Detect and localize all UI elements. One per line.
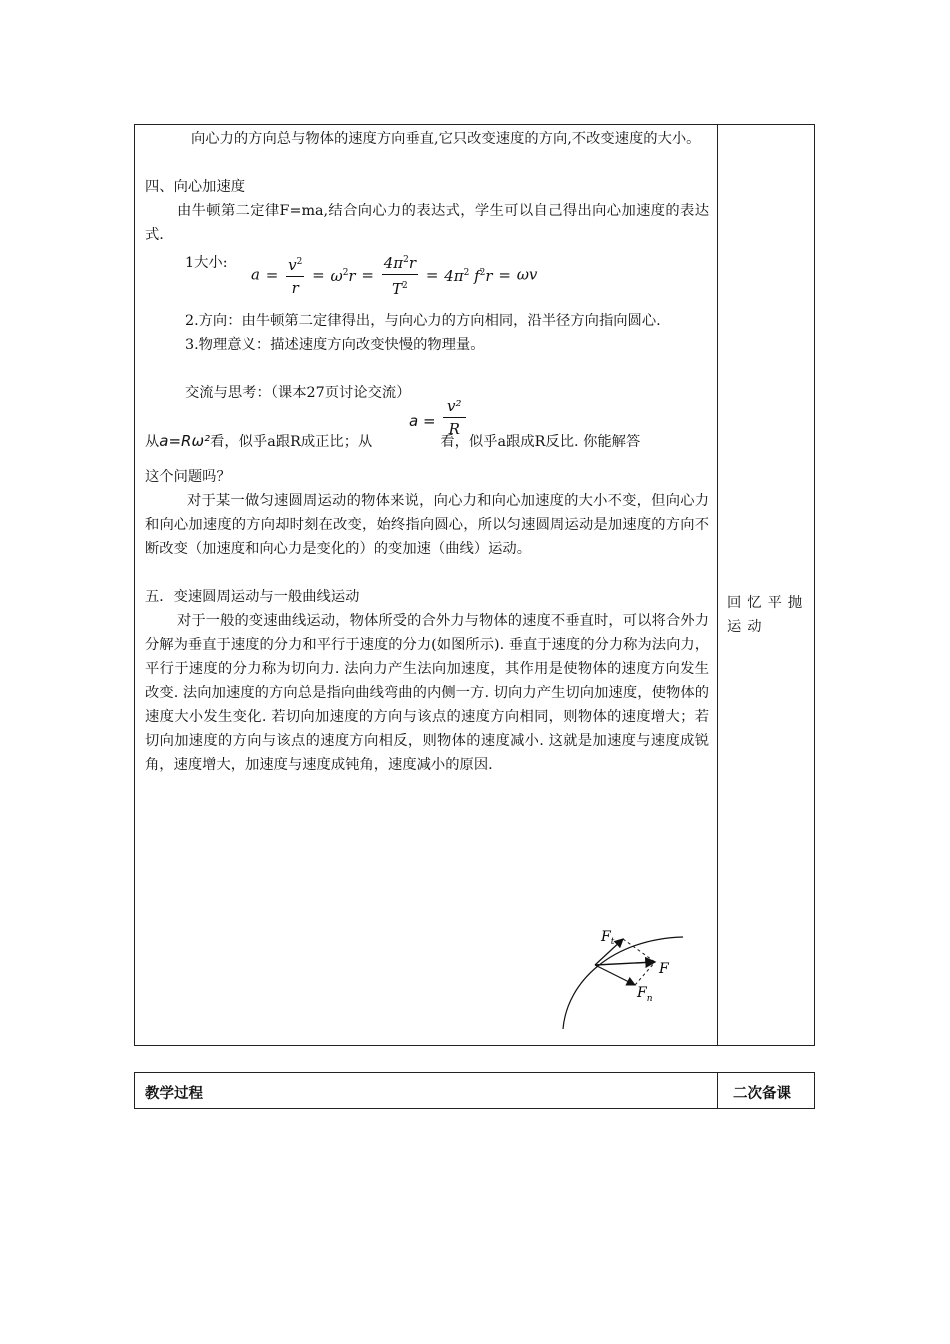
curve-path: [563, 937, 683, 1029]
item-3-meaning: 3.物理意义：描述速度方向改变快慢的物理量。: [185, 337, 485, 353]
exchange-title: 交流与思考：（课本27页讨论交流）: [185, 385, 411, 401]
resultant-force-arrow: [595, 962, 655, 965]
comparison-line: 从a=Rω²看，似乎a跟R成正比；从 看，似乎a跟成R反比. 你能解答 a = $\frac{\text{v²}}{R}$: [145, 397, 641, 450]
second-prep-label: 二次备课: [733, 1086, 791, 1102]
side-note-review: 回忆平抛运动: [727, 595, 809, 635]
formula-v2-over-r: $\frac{\text{v²}}{R}$: [443, 395, 466, 440]
item-2-direction: 2.方向：由牛顿第二定律得出，与向心力的方向相同，沿半径方向指向圆心.: [185, 313, 661, 329]
normal-force-arrow: [595, 965, 635, 985]
section-5-paragraph: 对于一般的变速曲线运动，物体所受的合外力与物体的速度不垂直时，可以将合外力分解为垂直于速度的分力和平行于速度的分力(如图所示). 垂直于速度的分力称为法向力，平行于速度的分力称为切向力. 法向力产生法向加速度，其作用是使物体的速度方向发生改变. 法向加速度的方向总是指向曲线弯曲的内侧一方. 切向力产生切向加速度，使物体的速度大小发生变化. 若切向加速度的方向与该点的速度方向相同，则物体的速度增大；若切向加速度的方向与该点的速度方向相反，则物体的速度减小. 这就是加速度与速度成锐角，速度增大，加速度与速度成钝角，速度减小的原因.: [145, 613, 709, 773]
teaching-process-label: 教学过程: [145, 1086, 203, 1102]
paragraph-intro: 向心力的方向总与物体的速度方向垂直,它只改变速度的方向,不改变速度的大小。: [191, 131, 701, 147]
acceleration-formula: [145, 251, 709, 309]
header-divider: [717, 1073, 718, 1108]
dashed-line-bottom: [635, 962, 655, 985]
dashed-line-top: [623, 939, 655, 962]
formula-a-r-omega: a=Rω²: [159, 432, 211, 450]
lesson-content: [145, 125, 709, 777]
column-divider: [717, 125, 718, 1045]
formula-expression: a = $\frac{v^2}{r}$ = $\omega^2r$ = $\frac{4\pi^2r}{T^2}$ = $4\pi^2$ $f^2r = \omega v$: [251, 249, 537, 300]
section-4-paragraph: 由牛顿第二定律F=ma,结合向心力的表达式，学生可以自己得出向心加速度的表达式.: [145, 203, 709, 243]
force-decomposition-diagram: [553, 921, 703, 1033]
section-4-title: 四、向心加速度: [145, 179, 246, 195]
item-1-label: 1大小:: [185, 255, 228, 271]
label-fn: $F_n$: [637, 985, 653, 1004]
section-5-title: 五．变速圆周运动与一般曲线运动: [145, 589, 360, 605]
lesson-content-table: [134, 124, 815, 1046]
header-table: [134, 1072, 815, 1109]
label-ft: $F_t$: [601, 929, 615, 947]
answer-paragraph: 对于某一做匀速圆周运动的物体来说，向心力和向心加速度的大小不变，但向心力和向心加速度的方向却时刻在改变，始终指向圆心，所以匀速圆周运动是加速度的方向不断改变（加速度和向心力是变化的）的变加速（曲线）运动。: [145, 493, 709, 557]
label-f: F: [659, 961, 669, 977]
comparison-continued: 这个问题吗？: [145, 469, 231, 485]
